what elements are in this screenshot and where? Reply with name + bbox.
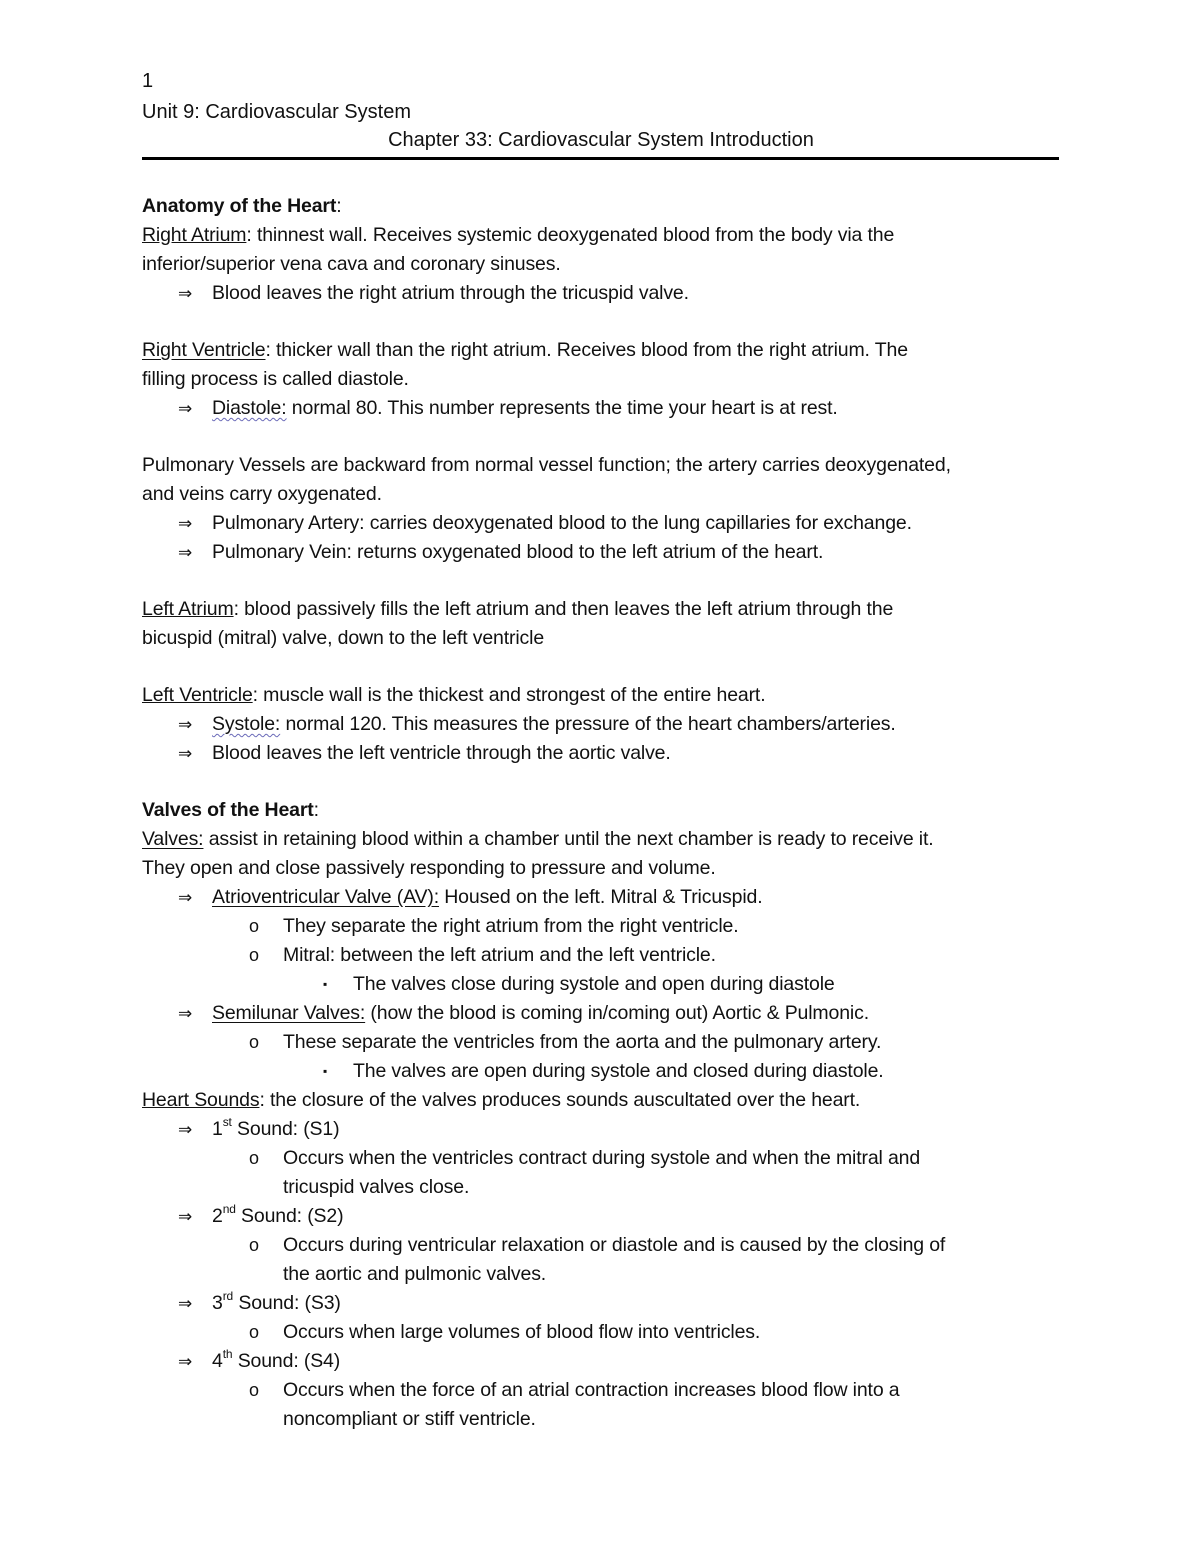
term-left-atrium: Left Atrium [142, 598, 234, 620]
right-ventricle-continuation: filling process is called diastole. [142, 368, 409, 390]
circle-bullet-icon: o [249, 1380, 259, 1400]
list-item-continuation: the aortic and pulmonic valves. [283, 1263, 547, 1285]
arrow-bullet-icon: ⇒ [178, 1207, 193, 1226]
left-ventricle-paragraph: Left Ventricle: muscle wall is the thickest and strongest of the entire heart. [142, 684, 766, 706]
section-heading-anatomy: Anatomy of the Heart: [142, 195, 342, 217]
right-atrium-continuation: inferior/superior vena cava and coronary sinuses. [142, 253, 561, 275]
section-heading-valves: Valves of the Heart: [142, 799, 319, 821]
list-item-continuation: noncompliant or stiff ventricle. [283, 1408, 536, 1430]
pulmonary-section [142, 451, 1060, 567]
list-item: ⇒ 3rd Sound: (S3) [142, 1289, 1060, 1318]
valves-paragraph: Valves: assist in retaining blood within a chamber until the next chamber is ready to receive it. [142, 828, 934, 850]
list-item: ⇒ 1st Sound: (S1) [142, 1115, 1060, 1144]
arrow-bullet-icon: ⇒ [178, 514, 193, 533]
circle-bullet-icon: o [249, 1322, 259, 1342]
left-atrium-continuation: bicuspid (mitral) valve, down to the left ventricle [142, 627, 545, 649]
arrow-bullet-icon: ⇒ [178, 1294, 193, 1313]
arrow-bullet-icon: ⇒ [178, 744, 193, 763]
arrow-bullet-icon: ⇒ [178, 543, 193, 562]
circle-bullet-icon: o [249, 1148, 259, 1168]
arrow-bullet-icon: ⇒ [178, 1352, 193, 1371]
list-item-continuation: tricuspid valves close. [283, 1176, 470, 1198]
list-item: ⇒ 2nd Sound: (S2) [142, 1202, 1060, 1231]
list-item: ⇒ Blood leaves the right atrium through the tricuspid valve. [142, 279, 1060, 308]
list-item: ⇒ Systole: normal 120. This measures the pressure of the heart chambers/arteries. [142, 710, 1060, 739]
list-item: ⇒ Pulmonary Artery: carries deoxygenated blood to the lung capillaries for exchange. [142, 509, 1060, 538]
unit-title: Unit 9: Cardiovascular System [142, 101, 411, 123]
term-left-ventricle: Left Ventricle [142, 684, 253, 706]
left-atrium-paragraph: Left Atrium: blood passively fills the left atrium and then leaves the left atrium through the [142, 598, 894, 620]
circle-bullet-icon: o [249, 945, 259, 965]
list-item: o These separate the ventricles from the aorta and the pulmonary artery. [142, 1028, 1060, 1057]
term-atrioventricular-valve: Atrioventricular Valve (AV): [212, 886, 439, 908]
header-rule [142, 157, 1059, 160]
list-item: o They separate the right atrium from the right ventricle. [142, 912, 1060, 941]
term-semilunar-valves: Semilunar Valves: [212, 1002, 366, 1024]
pulmonary-paragraph: Pulmonary Vessels are backward from normal vessel function; the artery carries deoxygenated, [142, 454, 951, 476]
right-atrium-paragraph: Right Atrium: thinnest wall. Receives systemic deoxygenated blood from the body via the [142, 224, 895, 246]
right-ventricle-section [142, 336, 1060, 423]
arrow-bullet-icon: ⇒ [178, 1120, 193, 1139]
arrow-bullet-icon: ⇒ [178, 284, 193, 303]
pulmonary-continuation: and veins carry oxygenated. [142, 483, 382, 505]
list-item: o Occurs when large volumes of blood flow into ventricles. [142, 1318, 1060, 1347]
heart-sounds-section [142, 1086, 1060, 1434]
list-item: o Mitral: between the left atrium and the left ventricle. [142, 941, 1060, 970]
valves-continuation: They open and close passively responding to pressure and volume. [142, 857, 716, 879]
heart-sounds-paragraph: Heart Sounds: the closure of the valves produces sounds auscultated over the heart. [142, 1089, 861, 1111]
right-ventricle-paragraph: Right Ventricle: thicker wall than the right atrium. Receives blood from the right atrium. The [142, 339, 908, 361]
list-item: ⇒ 4th Sound: (S4) [142, 1347, 1060, 1376]
list-item: ⇒ Semilunar Valves: (how the blood is coming in/coming out) Aortic & Pulmonic. [142, 999, 1060, 1028]
list-item: ▪ The valves are open during systole and closed during diastole. [142, 1057, 1060, 1086]
term-valves: Valves: [142, 828, 204, 850]
arrow-bullet-icon: ⇒ [178, 888, 193, 907]
arrow-bullet-icon: ⇒ [178, 399, 193, 418]
square-bullet-icon: ▪ [323, 1064, 328, 1078]
circle-bullet-icon: o [249, 916, 259, 936]
term-right-ventricle: Right Ventricle [142, 339, 266, 361]
page-number: 1 [142, 70, 154, 92]
term-diastole: Diastole: [212, 397, 287, 419]
list-item: o Occurs during ventricular relaxation or diastole and is caused by the closing of [142, 1231, 1060, 1260]
left-ventricle-section [142, 681, 1060, 768]
list-item: o Occurs when the force of an atrial contraction increases blood flow into a [142, 1376, 1060, 1405]
term-heart-sounds: Heart Sounds [142, 1089, 260, 1111]
list-item: o Occurs when the ventricles contract during systole and when the mitral and [142, 1144, 1060, 1173]
left-atrium-section [142, 595, 1060, 653]
list-item: ⇒ Atrioventricular Valve (AV): Housed on the left. Mitral & Tricuspid. [142, 883, 1060, 912]
circle-bullet-icon: o [249, 1032, 259, 1052]
chapter-title: Chapter 33: Cardiovascular System Introduction [388, 129, 814, 151]
term-systole: Systole: [212, 713, 281, 735]
arrow-bullet-icon: ⇒ [178, 715, 193, 734]
anatomy-section [142, 192, 1060, 308]
list-item: ⇒ Blood leaves the left ventricle through the aortic valve. [142, 739, 1060, 768]
valves-section [142, 796, 1060, 1086]
circle-bullet-icon: o [249, 1235, 259, 1255]
list-item: ⇒ Diastole: normal 80. This number represents the time your heart is at rest. [142, 394, 1060, 423]
list-item: ▪ The valves close during systole and open during diastole [142, 970, 1060, 999]
list-item: ⇒ Pulmonary Vein: returns oxygenated blood to the left atrium of the heart. [142, 538, 1060, 567]
square-bullet-icon: ▪ [323, 977, 328, 991]
term-right-atrium: Right Atrium [142, 224, 247, 246]
arrow-bullet-icon: ⇒ [178, 1004, 193, 1023]
